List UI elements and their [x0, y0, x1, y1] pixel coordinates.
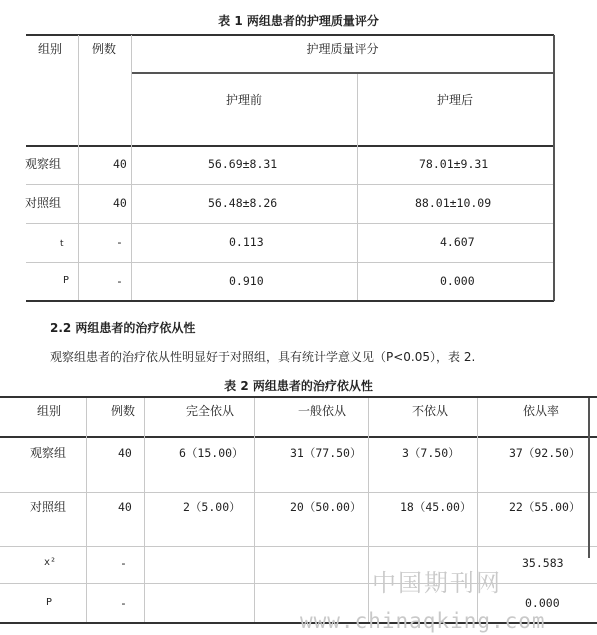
table-row-count: 40	[118, 446, 132, 460]
table1-rule	[26, 184, 554, 185]
table-row-count: 40	[113, 157, 127, 171]
table-row-before: 0.910	[229, 274, 264, 288]
table2-header-non: 不依从	[412, 404, 449, 418]
table-row-group: x²	[44, 557, 57, 568]
table-row-after: 78.01±9.31	[419, 157, 489, 171]
table-row-after: 0.000	[440, 274, 475, 288]
table-row-after: 4.607	[440, 235, 475, 249]
table-row-full: 2（5.00）	[183, 500, 241, 514]
table-row-non: 3（7.50）	[402, 446, 460, 460]
table1-title: 表 1 两组患者的护理质量评分	[218, 14, 379, 28]
table1-header-rule	[26, 145, 554, 147]
table-row-count: -	[120, 596, 127, 610]
table1-bottom-rule	[26, 300, 554, 302]
table2-title: 表 2 两组患者的治疗依从性	[224, 379, 373, 393]
watermark-url: www.chinaqking.com	[300, 609, 546, 633]
table-row-rate: 35.583	[522, 556, 564, 570]
table2-col-divider	[86, 398, 87, 622]
table1-rule	[131, 72, 554, 74]
table-row-count: -	[116, 274, 123, 288]
table-row-group: 对照组	[30, 500, 67, 514]
table-row-non: 18（45.00）	[400, 500, 472, 514]
table-row-rate: 22（55.00）	[509, 500, 581, 514]
table2-header-rate: 依从率	[523, 404, 560, 418]
table-row-group: P	[46, 597, 53, 608]
table1-top-rule	[26, 34, 554, 36]
table-row-group: t	[60, 239, 64, 249]
table1-col-divider	[131, 35, 132, 300]
table-row-group: 观察组	[25, 157, 62, 171]
table-row-count: 40	[118, 500, 132, 514]
section-heading: 2.2 两组患者的治疗依从性	[50, 321, 196, 335]
table-row-general: 31（77.50）	[290, 446, 362, 460]
table2-rule	[0, 492, 597, 493]
table2-right-border	[588, 398, 590, 558]
table-row-group: 观察组	[30, 446, 67, 460]
table2-header-count: 例数	[111, 404, 136, 418]
table-row-general: 20（50.00）	[290, 500, 362, 514]
table1-col-divider	[357, 74, 358, 300]
table-row-rate: 37（92.50）	[509, 446, 581, 460]
table2-col-divider	[368, 398, 369, 622]
table2-rule	[0, 583, 597, 584]
table2-header-rule	[0, 436, 597, 438]
table-row-count: -	[120, 556, 127, 570]
table2-top-rule	[0, 396, 597, 398]
table1-header-count: 例数	[92, 42, 117, 56]
table-row-count: 40	[113, 196, 127, 210]
table1-col-divider	[78, 35, 79, 300]
table-row-rate: 0.000	[525, 596, 560, 610]
table2-col-divider	[254, 398, 255, 622]
table1-header-group: 组别	[38, 42, 63, 56]
table1-rule	[26, 223, 554, 224]
table-row-count: -	[116, 235, 123, 249]
table2-header-general: 一般依从	[298, 404, 347, 418]
table-row-group: 对照组	[25, 196, 62, 210]
table1-right-border	[553, 35, 555, 301]
table2-header-full: 完全依从	[186, 404, 235, 418]
table-row-after: 88.01±10.09	[415, 196, 492, 210]
section-paragraph: 观察组患者的治疗依从性明显好于对照组，具有统计学意义见（P<0.05），表 2.	[50, 350, 476, 364]
watermark-cn: 中国期刊网	[372, 569, 502, 597]
table-row-before: 56.48±8.26	[208, 196, 278, 210]
table1-rule	[26, 262, 554, 263]
table-row-group: P	[63, 275, 70, 286]
table-row-full: 6（15.00）	[179, 446, 244, 460]
table2-rule	[0, 546, 597, 547]
table1-header-score: 护理质量评分	[306, 42, 379, 56]
table-row-before: 0.113	[229, 235, 264, 249]
table2-header-group: 组别	[37, 404, 62, 418]
table1-header-after: 护理后	[436, 93, 473, 107]
table-row-before: 56.69±8.31	[208, 157, 278, 171]
table2-col-divider	[144, 398, 145, 622]
table1-header-before: 护理前	[225, 93, 262, 107]
